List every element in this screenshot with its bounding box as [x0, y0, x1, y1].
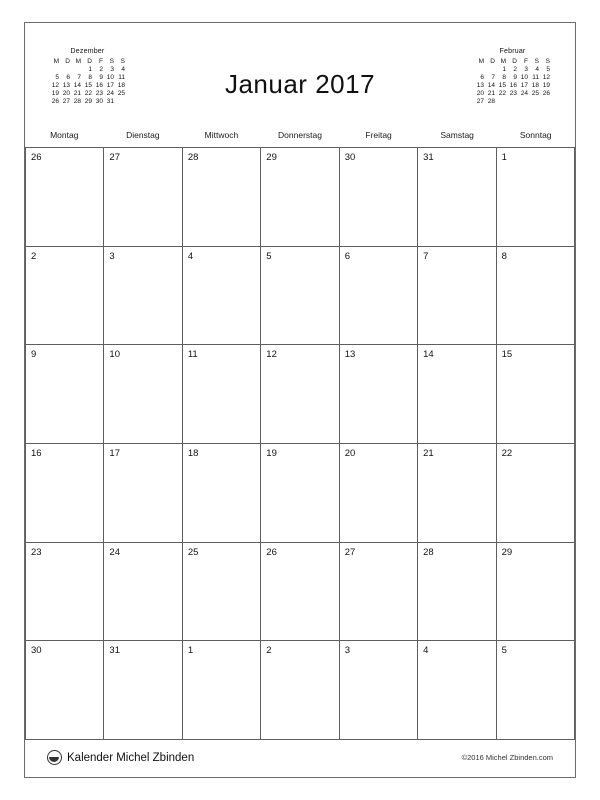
day-cell[interactable]	[26, 543, 104, 642]
mini-day: 11	[118, 74, 125, 82]
day-number: 10	[109, 349, 120, 361]
weekday-label-mittwoch: Mittwoch	[204, 130, 239, 140]
mini-day	[529, 98, 540, 106]
day-number: 28	[187, 152, 199, 163]
mini-dow: F	[99, 58, 103, 66]
day-cell[interactable]	[26, 444, 104, 543]
mini-day: 29	[84, 98, 92, 106]
weekday-label-donnerstag: Donnerstag	[278, 130, 322, 140]
mini-day: 14	[73, 82, 81, 90]
day-cell[interactable]	[104, 247, 182, 346]
mini-day: 22	[84, 90, 92, 98]
mini-day: 9	[513, 74, 517, 82]
mini-dow: M	[75, 58, 81, 66]
weekday-label-freitag: Freitag	[365, 130, 392, 140]
day-number: 29	[266, 152, 277, 163]
day-number: 23	[31, 546, 42, 558]
mini-day: 17	[520, 82, 528, 90]
day-number: 21	[423, 447, 434, 459]
mini-day: 21	[73, 90, 81, 98]
mini-day	[485, 66, 496, 74]
mini-day: 20	[62, 90, 70, 98]
mini-day: 17	[106, 82, 114, 90]
mini-dow: S	[534, 58, 539, 66]
day-number: 27	[109, 152, 120, 163]
mini-calendar-title: Februar	[499, 48, 526, 55]
mini-dow: F	[524, 58, 528, 66]
day-number: 22	[501, 447, 513, 459]
day-cell[interactable]	[418, 444, 496, 543]
mini-day: 3	[524, 66, 528, 74]
day-cell[interactable]	[340, 543, 418, 642]
mini-calendar-grid	[474, 58, 551, 106]
mini-day: 11	[532, 74, 539, 82]
day-cell[interactable]	[418, 641, 496, 740]
mini-day: 30	[95, 98, 103, 106]
day-number: 4	[187, 250, 194, 262]
mini-day: 19	[51, 90, 59, 98]
day-cell[interactable]	[340, 345, 418, 444]
mini-day: 12	[51, 82, 59, 90]
day-cell[interactable]	[183, 543, 261, 642]
day-number: 29	[501, 546, 513, 558]
moon-logo-icon	[47, 750, 62, 765]
mini-day: 4	[121, 66, 125, 74]
day-number: 18	[187, 447, 199, 459]
calendar-header	[25, 23, 575, 123]
day-cell[interactable]	[104, 543, 182, 642]
mini-day: 14	[487, 82, 495, 90]
day-cell[interactable]	[183, 345, 261, 444]
day-cell[interactable]	[497, 444, 575, 543]
calendar-sheet	[24, 22, 576, 778]
mini-day: 4	[535, 66, 539, 74]
mini-day: 7	[491, 74, 495, 82]
mini-day: 13	[476, 82, 484, 90]
day-number: 1	[187, 645, 194, 657]
day-number: 28	[423, 546, 434, 558]
mini-dow: D	[490, 58, 495, 66]
day-cell[interactable]	[261, 444, 339, 543]
day-cell[interactable]	[497, 247, 575, 346]
mini-day: 12	[542, 74, 550, 82]
day-number: 19	[266, 447, 277, 459]
day-number: 17	[109, 447, 120, 459]
mini-dow: M	[478, 58, 484, 66]
mini-day: 21	[487, 90, 495, 98]
day-cell[interactable]	[418, 345, 496, 444]
mini-dow: S	[120, 58, 125, 66]
day-cell[interactable]	[340, 641, 418, 740]
mini-day: 25	[117, 90, 125, 98]
day-cell[interactable]	[418, 247, 496, 346]
mini-day: 10	[520, 74, 528, 82]
day-number: 16	[31, 447, 42, 459]
day-number: 5	[266, 250, 272, 262]
day-number: 12	[266, 349, 277, 361]
copyright-label: ©2016 Michel Zbinden.com	[461, 753, 553, 762]
day-number: 30	[344, 152, 356, 163]
day-cell[interactable]	[104, 444, 182, 543]
weekday-label-montag: Montag	[50, 130, 79, 140]
day-number: 27	[344, 546, 356, 558]
mini-day	[496, 98, 507, 106]
day-cell[interactable]	[183, 247, 261, 346]
day-cell[interactable]	[104, 641, 182, 740]
mini-dow: D	[87, 58, 92, 66]
day-number: 30	[31, 645, 42, 657]
mini-day: 31	[106, 98, 114, 106]
mini-day: 23	[95, 90, 103, 98]
day-number: 4	[423, 645, 429, 657]
day-number: 9	[31, 349, 37, 361]
mini-day: 26	[542, 90, 550, 98]
mini-day: 18	[531, 82, 539, 90]
day-cell[interactable]	[261, 247, 339, 346]
day-cell[interactable]	[183, 641, 261, 740]
day-number: 5	[501, 645, 507, 657]
mini-day: 15	[84, 82, 92, 90]
day-cell[interactable]	[183, 444, 261, 543]
mini-day: 6	[66, 74, 70, 82]
calendar-footer	[25, 740, 575, 778]
mini-day: 8	[502, 74, 506, 82]
day-number: 7	[423, 250, 429, 262]
mini-calendar-title: Dezember	[70, 48, 105, 55]
day-number: 6	[344, 250, 350, 262]
mini-day: 18	[117, 82, 125, 90]
mini-day	[518, 98, 529, 106]
weekday-label-samstag: Samstag	[440, 130, 474, 140]
day-number: 11	[187, 349, 198, 361]
mini-day: 1	[88, 66, 92, 74]
mini-calendar-next-month	[474, 47, 551, 106]
mini-day: 25	[531, 90, 539, 98]
calendar-grid	[25, 147, 575, 740]
brand-label: Kalender Michel Zbinden	[67, 751, 195, 764]
mini-dow: D	[512, 58, 517, 66]
day-cell[interactable]	[497, 148, 575, 247]
day-cell[interactable]	[26, 345, 104, 444]
weekday-label-sonntag: Sonntag	[519, 130, 552, 140]
mini-day: 16	[509, 82, 517, 90]
weekday-header-row	[25, 123, 575, 147]
day-number: 26	[266, 546, 277, 558]
day-cell[interactable]	[340, 444, 418, 543]
mini-dow: S	[545, 58, 550, 66]
mini-day	[507, 98, 518, 106]
day-number: 14	[423, 349, 434, 361]
day-cell[interactable]	[26, 641, 104, 740]
day-cell[interactable]	[261, 543, 339, 642]
day-cell[interactable]	[261, 641, 339, 740]
mini-day: 1	[502, 66, 506, 74]
day-number: 2	[31, 250, 37, 262]
day-number: 13	[344, 349, 356, 361]
mini-day: 15	[498, 82, 506, 90]
mini-dow: S	[109, 58, 114, 66]
day-cell[interactable]	[418, 543, 496, 642]
brand	[47, 750, 194, 765]
mini-day: 22	[498, 90, 506, 98]
day-cell[interactable]	[497, 641, 575, 740]
day-number: 20	[344, 447, 356, 459]
mini-day: 9	[99, 74, 103, 82]
mini-day: 2	[99, 66, 103, 74]
mini-dow: M	[53, 58, 59, 66]
day-number: 31	[423, 152, 434, 163]
day-cell[interactable]	[183, 148, 261, 247]
mini-day: 28	[487, 98, 495, 106]
day-number: 24	[109, 546, 120, 558]
mini-day: 26	[51, 98, 59, 106]
mini-day: 10	[106, 74, 114, 82]
day-number: 8	[501, 250, 507, 262]
mini-day: 27	[476, 98, 484, 106]
day-cell[interactable]	[261, 345, 339, 444]
mini-day: 13	[62, 82, 70, 90]
mini-day	[474, 66, 485, 74]
day-number: 3	[344, 645, 350, 657]
mini-day: 24	[520, 90, 528, 98]
day-cell[interactable]	[104, 345, 182, 444]
day-number: 31	[109, 645, 120, 657]
day-number: 1	[501, 152, 507, 163]
mini-day: 24	[106, 90, 114, 98]
mini-day: 23	[509, 90, 517, 98]
mini-day: 16	[95, 82, 103, 90]
day-cell[interactable]	[104, 148, 182, 247]
day-cell[interactable]	[340, 148, 418, 247]
day-number: 15	[501, 349, 513, 361]
mini-day: 5	[546, 66, 550, 74]
day-number: 3	[109, 250, 115, 262]
weekday-label-dienstag: Dienstag	[126, 130, 160, 140]
page-title: Januar 2017	[224, 69, 376, 99]
mini-day: 5	[55, 74, 59, 82]
mini-day: 6	[480, 74, 484, 82]
mini-day: 19	[542, 82, 550, 90]
day-cell[interactable]	[261, 148, 339, 247]
day-cell[interactable]	[340, 247, 418, 346]
day-number: 25	[187, 546, 199, 558]
mini-day: 28	[73, 98, 81, 106]
day-cell[interactable]	[497, 345, 575, 444]
mini-day: 3	[110, 66, 114, 74]
mini-day: 7	[77, 74, 81, 82]
day-number: 2	[266, 645, 272, 657]
day-cell[interactable]	[26, 247, 104, 346]
day-number: 26	[31, 152, 42, 163]
mini-dow: M	[500, 58, 506, 66]
mini-day	[540, 98, 551, 106]
mini-day: 27	[62, 98, 70, 106]
mini-day: 8	[88, 74, 92, 82]
mini-dow: D	[65, 58, 70, 66]
mini-day: 20	[476, 90, 484, 98]
mini-day: 2	[513, 66, 517, 74]
day-cell[interactable]	[497, 543, 575, 642]
day-cell[interactable]	[26, 148, 104, 247]
day-cell[interactable]	[418, 148, 496, 247]
